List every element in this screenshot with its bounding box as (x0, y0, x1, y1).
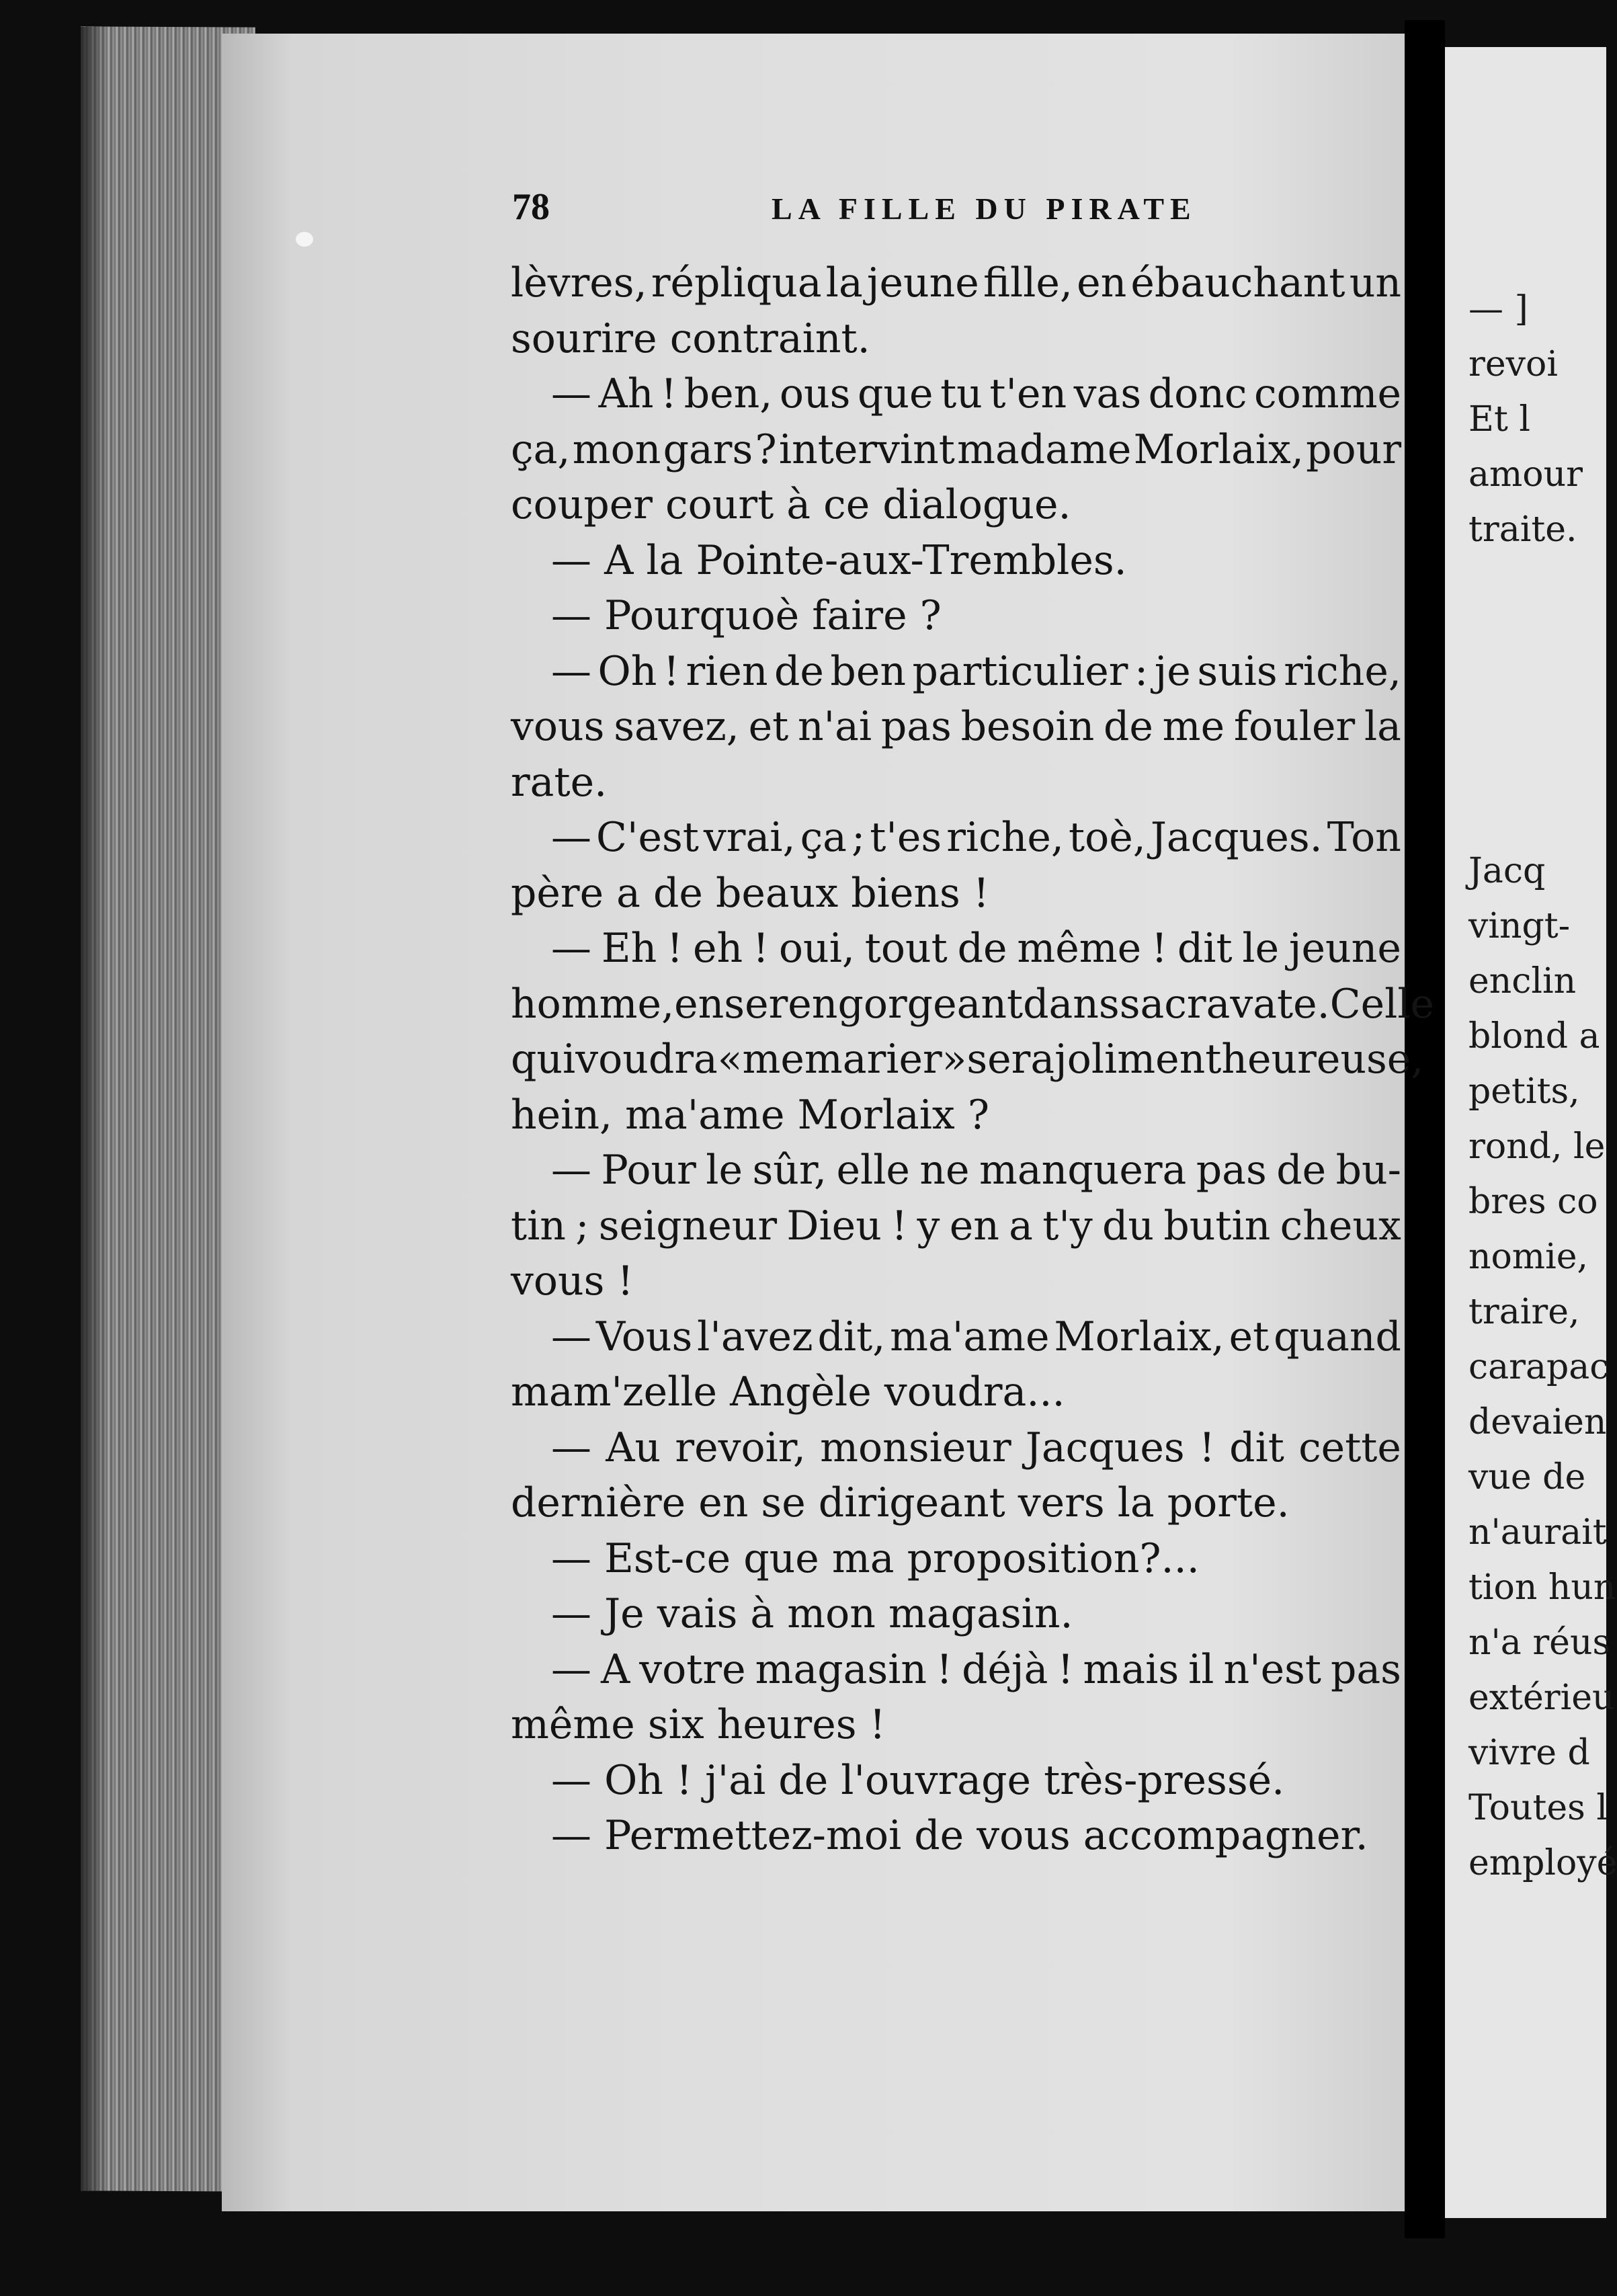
right-text-line: Et l (1468, 399, 1531, 440)
text-line: couper court à ce dialogue. (511, 481, 1071, 528)
right-text-line: n'a réus (1468, 1623, 1611, 1663)
text-line: — Permettez-moi de vous accompagner. (551, 1812, 1368, 1859)
text-line: homme, en se rengorgeant dans sa cravate. Celle (511, 980, 1435, 1028)
right-text-line: vingt- (1468, 906, 1571, 946)
text-line: — Eh ! eh ! oui, tout de même ! dit le jeune (551, 925, 1401, 972)
text-line: — C'est vrai, ça ; t'es riche, toè, Jacques. Ton (551, 814, 1401, 861)
text-line: — Oh ! rien de ben particulier : je suis riche, (551, 647, 1401, 695)
right-text-line: vue de (1468, 1457, 1586, 1498)
right-text-line: Jacq (1468, 851, 1546, 891)
right-text-line: Toutes l (1468, 1788, 1608, 1828)
right-text-line: enclin (1468, 961, 1577, 1001)
right-text-line: rond, le (1468, 1126, 1606, 1167)
text-line: — Je vais à mon magasin. (551, 1590, 1073, 1637)
text-line: tin ; seigneur Dieu ! y en a t'y du butin cheux (511, 1202, 1401, 1249)
text-line: — Vous l'avez dit, ma'ame Morlaix, et quand (551, 1313, 1401, 1360)
right-text-line: blond a (1468, 1016, 1600, 1057)
right-text-line: carapac (1468, 1347, 1610, 1387)
right-text-line: traite. (1468, 509, 1577, 550)
right-text-line: bres co (1468, 1182, 1598, 1222)
right-text-line: tion hun (1468, 1567, 1616, 1608)
text-line: père a de beaux biens ! (511, 869, 989, 917)
text-line: mam'zelle Angèle voudra... (511, 1368, 1065, 1416)
right-text-line: extérieu (1468, 1678, 1615, 1718)
text-line: lèvres, répliqua la jeune fille, en ébauchant un (511, 259, 1401, 306)
right-text-line: nomie, (1468, 1237, 1589, 1277)
right-text-line: petits, (1468, 1071, 1580, 1112)
text-line: rate. (511, 758, 608, 806)
text-line: — Ah ! ben, ous que tu t'en vas donc comme (551, 370, 1401, 417)
text-line: — A votre magasin ! déjà ! mais il n'est pas (551, 1645, 1401, 1693)
page-edge-shadow (81, 27, 108, 2191)
right-text-line: traire, (1468, 1292, 1580, 1332)
text-line: hein, ma'ame Morlaix ? (511, 1091, 990, 1139)
book-gutter (1405, 20, 1445, 2238)
left-page-text (511, 255, 1435, 1864)
right-text-line: vivre d (1468, 1733, 1590, 1773)
text-line: ça, mon gars ? intervint madame Morlaix, pour (511, 425, 1401, 473)
right-text-line: employé (1468, 1843, 1617, 1883)
text-line: même six heures ! (511, 1701, 886, 1748)
text-line: vous ! (511, 1258, 634, 1305)
right-text-line: devaien (1468, 1402, 1607, 1442)
text-line: dernière en se dirigeant vers la porte. (511, 1479, 1290, 1526)
text-line: — A la Pointe-aux-Trembles. (551, 536, 1127, 584)
text-line: sourire contraint. (511, 315, 870, 362)
text-line: — Pourquoè faire ? (551, 592, 942, 639)
scan-speckle (296, 232, 313, 247)
right-text-line: n'aurait (1468, 1512, 1607, 1553)
right-text-line: — ] (1468, 289, 1528, 329)
text-line: qui voudra « me marier » sera joliment heureuse, (511, 1036, 1424, 1083)
text-line: — Pour le sûr, elle ne manquera pas de bu- (551, 1147, 1401, 1194)
running-title: LA FILLE DU PIRATE (772, 192, 1197, 226)
text-line: — Est-ce que ma proposition?... (551, 1534, 1200, 1582)
text-line: vous savez, et n'ai pas besoin de me fouler la (511, 703, 1401, 750)
text-line: — Au revoir, monsieur Jacques ! dit cette (551, 1424, 1401, 1471)
page-number: 78 (512, 186, 550, 228)
text-line: — Oh ! j'ai de l'ouvrage très-pressé. (551, 1756, 1285, 1804)
right-text-line: revoi (1468, 344, 1558, 384)
right-text-line: amour (1468, 454, 1583, 495)
